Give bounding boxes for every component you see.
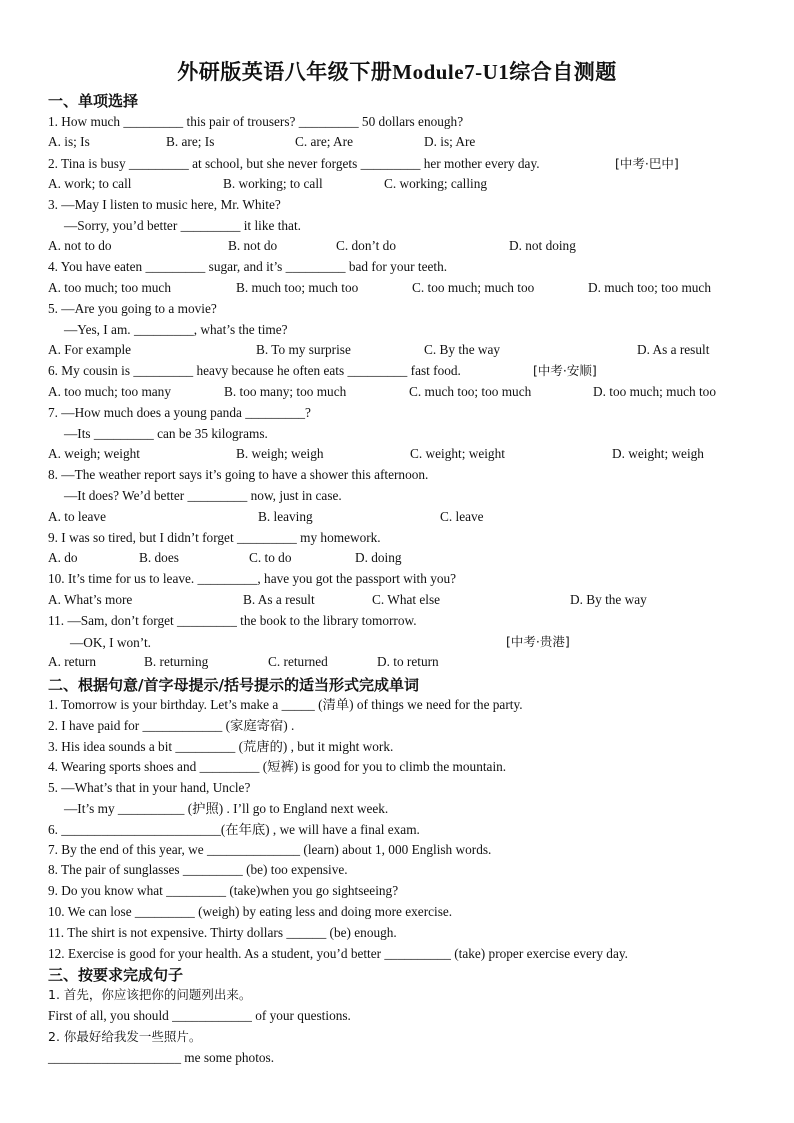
q6-source: [中考·安顺] bbox=[533, 363, 597, 378]
q4-option-c: C. too much; much too bbox=[412, 280, 535, 295]
q5-option-b: B. To my surprise bbox=[256, 342, 351, 357]
translate-item-1-chinese: 1. 首先，你应该把你的问题列出来。 bbox=[48, 987, 252, 1002]
q7-option-c: C. weight; weight bbox=[410, 446, 505, 461]
q2-source: [中考·巴中] bbox=[615, 156, 679, 171]
question-5-line1: 5. —Are you going to a movie? bbox=[48, 301, 217, 316]
fill-item-2: 2. I have paid for ____________ (家庭寄宿) . bbox=[48, 718, 295, 733]
q8-option-b: B. leaving bbox=[258, 509, 313, 524]
question-8-line2: —It does? We’d better _________ now, just in case. bbox=[64, 488, 342, 503]
fill-item-12: 12. Exercise is good for your health. As a student, you’d better __________ (take) proper exercise every day. bbox=[48, 946, 628, 961]
section-heading-1: 一、单项选择 bbox=[48, 92, 139, 110]
fill-item-11: 11. The shirt is not expensive. Thirty dollars ______ (be) enough. bbox=[48, 925, 397, 940]
q9-option-c: C. to do bbox=[249, 550, 292, 565]
q7-option-a: A. weigh; weight bbox=[48, 446, 140, 461]
fill-item-6: 6. ________________________(在年底) , we will have a final exam. bbox=[48, 822, 420, 837]
fill-item-3: 3. His idea sounds a bit _________ (荒唐的) , but it might work. bbox=[48, 739, 394, 754]
q9-option-b: B. does bbox=[139, 550, 179, 565]
q9-option-d: D. doing bbox=[355, 550, 402, 565]
fill-item-1: 1. Tomorrow is your birthday. Let’s make a _____ (清单) of things we need for the party. bbox=[48, 697, 523, 712]
q11-source: [中考·贵港] bbox=[506, 634, 570, 649]
q10-option-a: A. What’s more bbox=[48, 592, 133, 607]
q2-option-a: A. work; to call bbox=[48, 176, 132, 191]
q1-option-a: A. is; Is bbox=[48, 134, 90, 149]
q2-option-b: B. working; to call bbox=[223, 176, 323, 191]
q8-option-c: C. leave bbox=[440, 509, 484, 524]
translate-item-2-chinese: 2. 你最好给我发一些照片。 bbox=[48, 1029, 202, 1044]
q7-option-b: B. weigh; weigh bbox=[236, 446, 324, 461]
translate-item-2-english: ____________________ me some photos. bbox=[48, 1050, 275, 1065]
section-heading-2: 二、根据句意/首字母提示/括号提示的适当形式完成单词 bbox=[48, 676, 419, 694]
question-6: 6. My cousin is _________ heavy because he often eats _________ fast food. bbox=[48, 363, 461, 378]
q9-option-a: A. do bbox=[48, 550, 78, 565]
q8-option-a: A. to leave bbox=[48, 509, 106, 524]
q5-option-c: C. By the way bbox=[424, 342, 501, 357]
q6-option-c: C. much too; too much bbox=[409, 384, 532, 399]
fill-item-5-line1: 5. —What’s that in your hand, Uncle? bbox=[48, 780, 251, 795]
section-heading-3: 三、按要求完成句子 bbox=[48, 966, 184, 984]
question-11-line2: —OK, I won’t. bbox=[70, 635, 152, 650]
q4-option-b: B. much too; much too bbox=[236, 280, 359, 295]
fill-item-10: 10. We can lose _________ (weigh) by eating less and doing more exercise. bbox=[48, 904, 453, 919]
page-title: 外研版英语八年级下册Module7-U1综合自测题 bbox=[177, 60, 617, 84]
question-1: 1. How much _________ this pair of trousers? _________ 50 dollars enough? bbox=[48, 114, 464, 129]
q3-option-a: A. not to do bbox=[48, 238, 112, 253]
q7-option-d: D. weight; weigh bbox=[612, 446, 704, 461]
q10-option-b: B. As a result bbox=[243, 592, 315, 607]
question-7-line2: —Its _________ can be 35 kilograms. bbox=[64, 426, 268, 441]
q2-option-c: C. working; calling bbox=[384, 176, 488, 191]
q6-option-d: D. too much; much too bbox=[593, 384, 716, 399]
fill-item-4: 4. Wearing sports shoes and _________ (短裤) is good for you to climb the mountain. bbox=[48, 759, 507, 774]
q4-option-a: A. too much; too much bbox=[48, 280, 171, 295]
question-7-line1: 7. —How much does a young panda _________? bbox=[48, 405, 311, 420]
q6-option-a: A. too much; too many bbox=[48, 384, 171, 399]
q1-option-b: B. are; Is bbox=[166, 134, 215, 149]
question-9: 9. I was so tired, but I didn’t forget _________ my homework. bbox=[48, 530, 381, 545]
q10-option-d: D. By the way bbox=[570, 592, 647, 607]
q3-option-b: B. not do bbox=[228, 238, 278, 253]
fill-item-7: 7. By the end of this year, we ______________ (learn) about 1, 000 English words. bbox=[48, 842, 492, 857]
fill-item-5-line2: —It’s my __________ (护照) . I’ll go to England next week. bbox=[64, 801, 389, 816]
question-11-line1: 11. —Sam, don’t forget _________ the book to the library tomorrow. bbox=[48, 613, 417, 628]
q1-option-d: D. is; Are bbox=[424, 134, 476, 149]
q5-option-a: A. For example bbox=[48, 342, 132, 357]
q6-option-b: B. too many; too much bbox=[224, 384, 347, 399]
q1-option-c: C. are; Are bbox=[295, 134, 353, 149]
question-3-line2: —Sorry, you’d better _________ it like that. bbox=[64, 218, 301, 233]
q11-option-c: C. returned bbox=[268, 654, 328, 669]
q11-option-a: A. return bbox=[48, 654, 96, 669]
question-2: 2. Tina is busy _________ at school, but she never forgets _________ her mother every day. bbox=[48, 156, 540, 171]
q11-option-d: D. to return bbox=[377, 654, 439, 669]
question-3-line1: 3. —May I listen to music here, Mr. White? bbox=[48, 197, 281, 212]
translate-item-1-english: First of all, you should ____________ of your questions. bbox=[48, 1008, 351, 1023]
question-5-line2: —Yes, I am. _________, what’s the time? bbox=[64, 322, 288, 337]
q5-option-d: D. As a result bbox=[637, 342, 710, 357]
question-8-line1: 8. —The weather report says it’s going to have a shower this afternoon. bbox=[48, 467, 429, 482]
question-10: 10. It’s time for us to leave. _________, have you got the passport with you? bbox=[48, 571, 457, 586]
q3-option-c: C. don’t do bbox=[336, 238, 396, 253]
q10-option-c: C. What else bbox=[372, 592, 441, 607]
q3-option-d: D. not doing bbox=[509, 238, 576, 253]
fill-item-8: 8. The pair of sunglasses _________ (be) too expensive. bbox=[48, 862, 348, 877]
q11-option-b: B. returning bbox=[144, 654, 209, 669]
q4-option-d: D. much too; too much bbox=[588, 280, 711, 295]
fill-item-9: 9. Do you know what _________ (take)when you go sightseeing? bbox=[48, 883, 399, 898]
question-4: 4. You have eaten _________ sugar, and it’s _________ bad for your teeth. bbox=[48, 259, 448, 274]
